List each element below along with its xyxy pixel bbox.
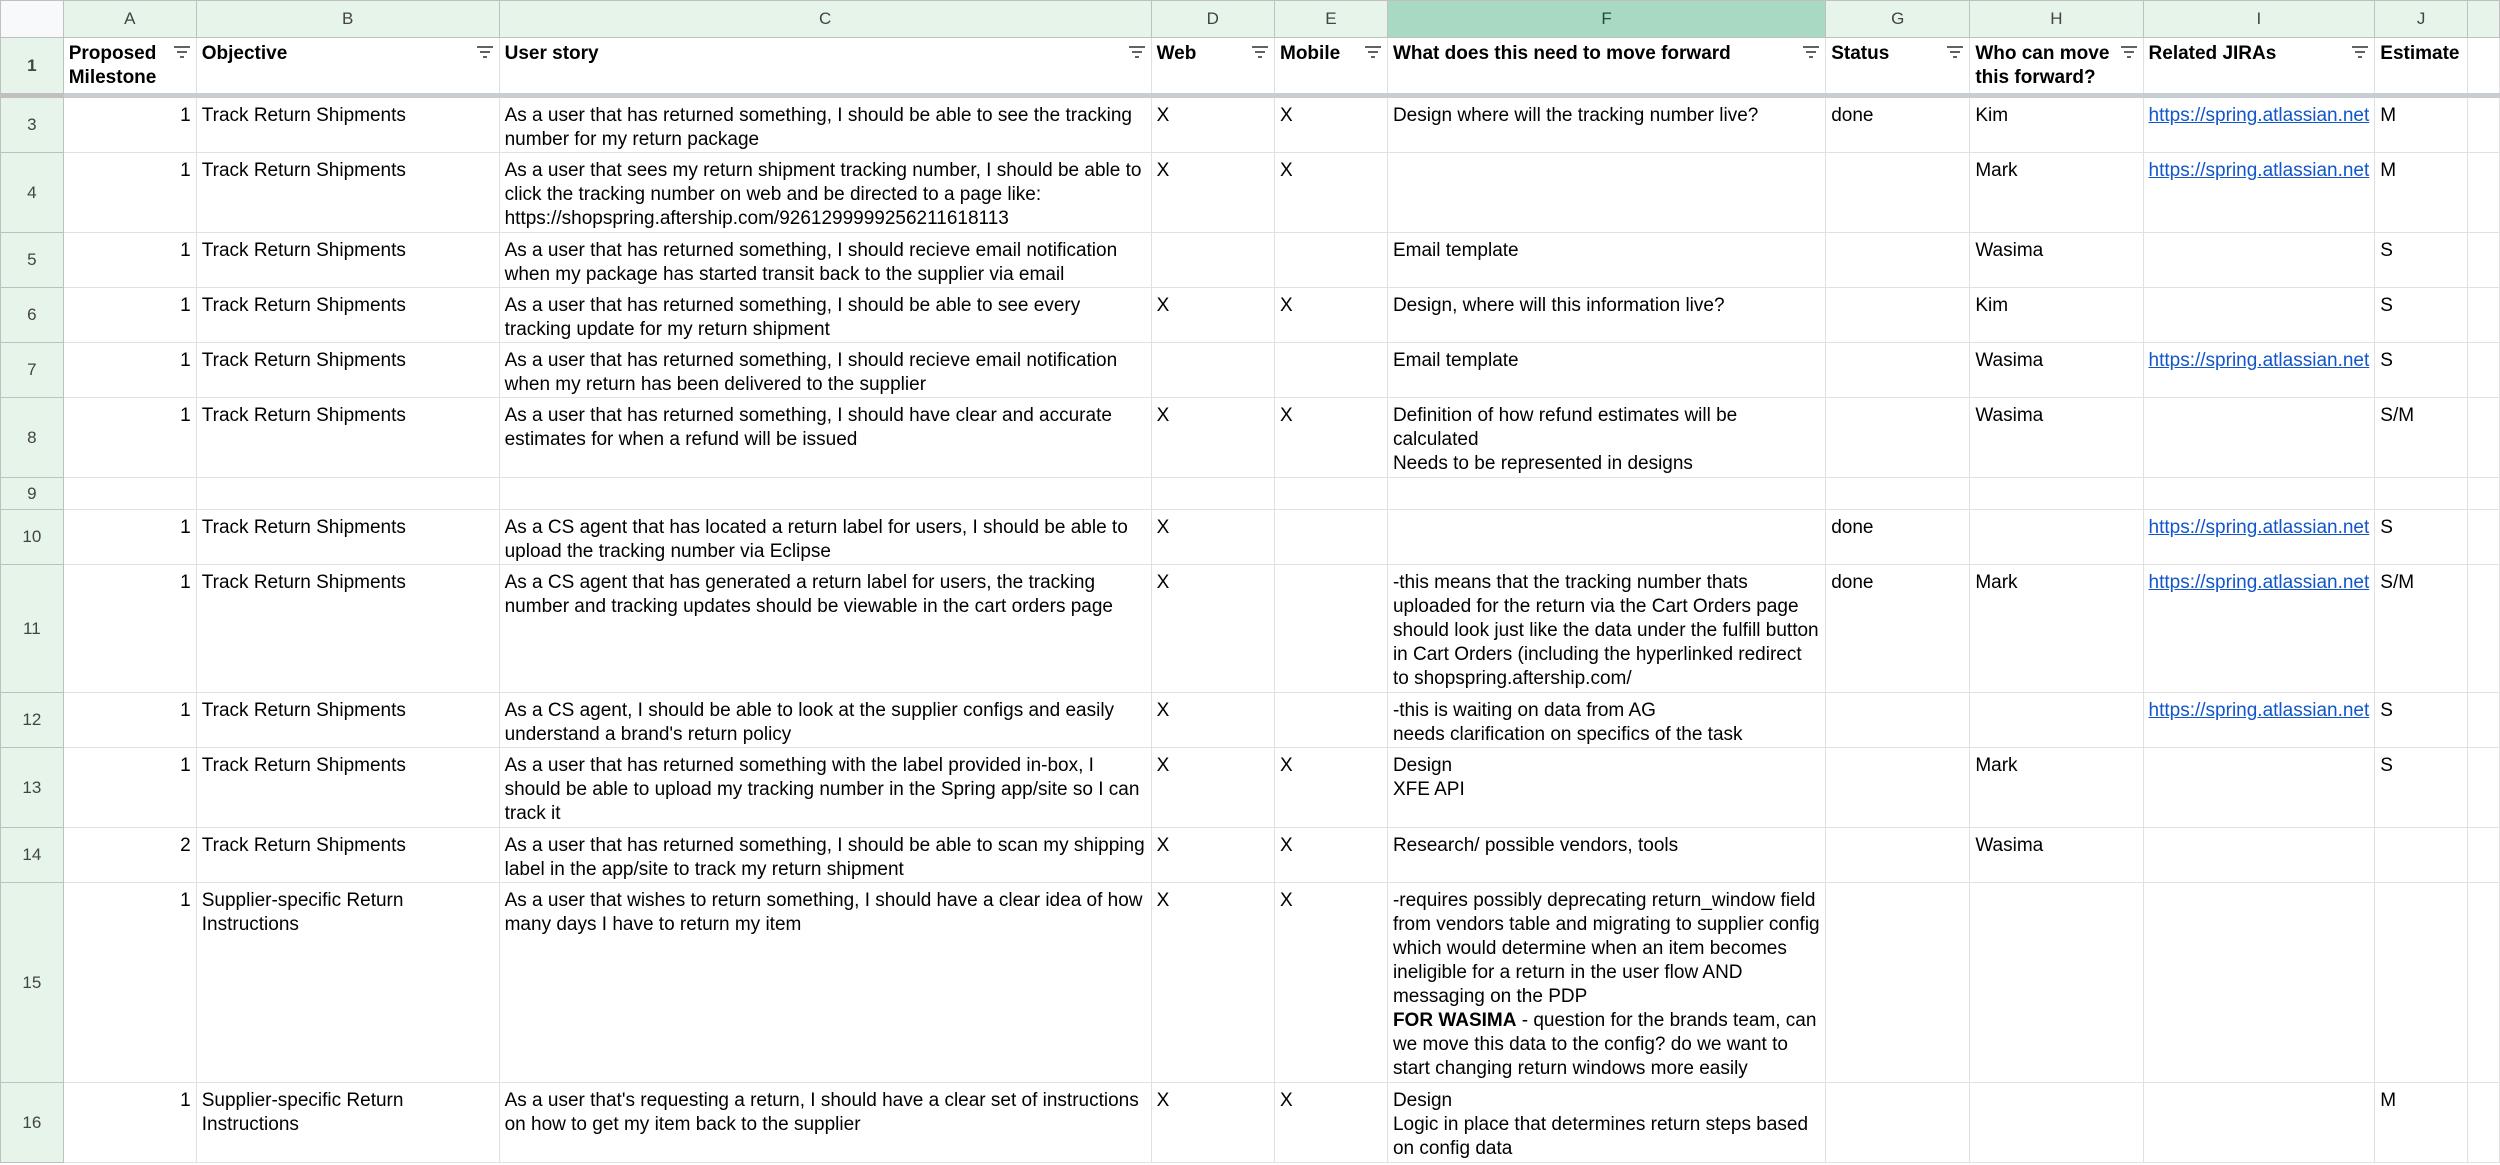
cell-mobile[interactable]: X: [1275, 153, 1388, 233]
cell-user-story[interactable]: As a user that has returned something, I should be able to scan my shipping label in the app/site to track my return shipment: [499, 828, 1151, 883]
cell-empty[interactable]: [2468, 38, 2500, 96]
forward-note: [1393, 1009, 1820, 1081]
cell-status[interactable]: [1826, 153, 1970, 233]
cell-jira[interactable]: [2143, 693, 2375, 748]
cell-empty[interactable]: [2468, 510, 2500, 565]
cell-user-story[interactable]: As a CS agent, I should be able to look at the supplier configs and easily understand a brand's return policy: [499, 693, 1151, 748]
cell-forward[interactable]: [1387, 693, 1825, 748]
cell-forward[interactable]: [1387, 153, 1825, 233]
forward-line: -this means that the tracking number thats uploaded for the return via the Cart Orders page should look just like the data under the fulfill button in Cart Orders (including the hyperlinked redirect to shopspring.aftership.com/: [1392, 572, 1819, 689]
column-header-blank[interactable]: [2468, 1, 2500, 38]
forward-line: Email template: [1392, 240, 1519, 261]
cell-jira[interactable]: [2143, 233, 2375, 288]
cell-forward[interactable]: [1387, 510, 1825, 565]
header-cell-mobile[interactable]: [1275, 38, 1388, 96]
filter-icon[interactable]: [1947, 46, 1963, 58]
table-row: [1, 828, 2500, 883]
cell-user-story[interactable]: As a user that wishes to return something, I should have a clear idea of how many days I have to return my item: [499, 883, 1151, 1083]
cell-web[interactable]: [1151, 343, 1274, 398]
cell-empty[interactable]: [2468, 233, 2500, 288]
row-header[interactable]: 15: [1, 883, 64, 1083]
cell-objective[interactable]: Track Return Shipments: [196, 153, 499, 233]
row-header[interactable]: 6: [1, 288, 64, 343]
cell-who[interactable]: Mark: [1970, 153, 2143, 233]
filter-icon[interactable]: [1803, 46, 1819, 58]
cell-web[interactable]: X: [1151, 883, 1274, 1083]
cell-who[interactable]: Mark: [1970, 748, 2143, 828]
cell-web[interactable]: X: [1151, 748, 1274, 828]
cell-milestone[interactable]: 1: [63, 153, 196, 233]
cell-who[interactable]: [1970, 478, 2143, 510]
cell-forward[interactable]: [1387, 883, 1825, 1083]
cell-web[interactable]: [1151, 233, 1274, 288]
cell-objective[interactable]: Supplier-specific Return Instructions: [196, 883, 499, 1083]
cell-jira[interactable]: [2143, 398, 2375, 478]
cell-forward[interactable]: [1387, 288, 1825, 343]
filter-icon[interactable]: [1129, 46, 1145, 58]
cell-milestone[interactable]: 1: [63, 1083, 196, 1163]
cell-milestone[interactable]: [63, 478, 196, 510]
cell-forward[interactable]: [1387, 1083, 1825, 1163]
column-header-f[interactable]: F: [1387, 1, 1825, 38]
cell-jira[interactable]: [2143, 1083, 2375, 1163]
forward-line: needs clarification on specifics of the task: [1392, 724, 1743, 745]
column-header-c[interactable]: C: [499, 1, 1151, 38]
cell-estimate[interactable]: S: [2375, 233, 2468, 288]
cell-estimate[interactable]: S/M: [2375, 398, 2468, 478]
cell-milestone[interactable]: 1: [63, 288, 196, 343]
cell-objective[interactable]: Track Return Shipments: [196, 510, 499, 565]
cell-estimate[interactable]: M: [2375, 153, 2468, 233]
cell-who[interactable]: [1970, 693, 2143, 748]
cell-forward[interactable]: [1387, 343, 1825, 398]
cell-estimate[interactable]: S/M: [2375, 565, 2468, 693]
cell-jira[interactable]: [2143, 343, 2375, 398]
cell-estimate[interactable]: S: [2375, 510, 2468, 565]
forward-line: -requires possibly deprecating return_window field from vendors table and migrating to supplier config which would determine when an item becomes ineligible for a return in the user flow AND messaging on the PDP: [1392, 890, 1820, 1007]
forward-line: Definition of how refund estimates will be calculated: [1392, 405, 1738, 450]
cell-user-story[interactable]: As a user that has returned something, I should recieve email notification when my return has been delivered to the supplier: [499, 343, 1151, 398]
header-cell-forward[interactable]: [1387, 38, 1825, 96]
cell-forward[interactable]: [1387, 478, 1825, 510]
cell-who[interactable]: [1970, 1083, 2143, 1163]
cell-web[interactable]: X: [1151, 510, 1274, 565]
forward-note-text: - question for the brands team, can we move this data to the config? do we want to start changing return windows more easily: [1392, 1010, 1817, 1079]
table-row: [1, 153, 2500, 233]
header-label: Objective: [201, 43, 288, 64]
cell-milestone[interactable]: 1: [63, 398, 196, 478]
cell-web[interactable]: X: [1151, 288, 1274, 343]
cell-forward[interactable]: [1387, 748, 1825, 828]
row-header[interactable]: 14: [1, 828, 64, 883]
cell-mobile[interactable]: [1275, 233, 1388, 288]
cell-mobile[interactable]: X: [1275, 398, 1388, 478]
cell-jira[interactable]: [2143, 565, 2375, 693]
cell-empty[interactable]: [2468, 1083, 2500, 1163]
header-cell-milestone[interactable]: [63, 38, 196, 96]
jira-link[interactable]: https://spring.atlassian.net: [2148, 350, 2370, 371]
cell-estimate[interactable]: M: [2375, 96, 2468, 153]
cell-empty[interactable]: [2468, 343, 2500, 398]
header-cell-estimate[interactable]: [2375, 38, 2468, 96]
cell-mobile[interactable]: X: [1275, 1083, 1388, 1163]
header-cell-status[interactable]: [1826, 38, 1970, 96]
filter-icon[interactable]: [1252, 46, 1268, 58]
cell-user-story[interactable]: As a user that sees my return shipment tracking number, I should be able to click the tracking number on web and be directed to a page like: https://shopspring.aftership.com/9261299999256211618113: [499, 153, 1151, 233]
column-header-g[interactable]: G: [1826, 1, 1970, 38]
cell-objective[interactable]: Track Return Shipments: [196, 693, 499, 748]
table-row: [1, 748, 2500, 828]
cell-mobile[interactable]: [1275, 478, 1388, 510]
table-row: [1, 478, 2500, 510]
cell-user-story[interactable]: As a user that has returned something, I should recieve email notification when my package has started transit back to the supplier via email: [499, 233, 1151, 288]
cell-objective[interactable]: Track Return Shipments: [196, 288, 499, 343]
table-row: [1, 693, 2500, 748]
table-row: [1, 288, 2500, 343]
column-header-j[interactable]: J: [2375, 1, 2468, 38]
cell-empty[interactable]: [2468, 748, 2500, 828]
cell-milestone[interactable]: 1: [63, 565, 196, 693]
cell-status[interactable]: [1826, 398, 1970, 478]
filter-icon[interactable]: [477, 46, 493, 58]
jira-link[interactable]: https://spring.atlassian.net: [2148, 572, 2370, 593]
cell-status[interactable]: [1826, 883, 1970, 1083]
cell-empty[interactable]: [2468, 693, 2500, 748]
cell-mobile[interactable]: X: [1275, 96, 1388, 153]
jira-link[interactable]: https://spring.atlassian.net: [2148, 105, 2370, 126]
cell-user-story[interactable]: As a user that's requesting a return, I should have a clear set of instructions on how to get my item back to the supplier: [499, 1083, 1151, 1163]
cell-empty[interactable]: [2468, 398, 2500, 478]
cell-user-story[interactable]: As a user that has returned something, I should be able to see every tracking update for my return shipment: [499, 288, 1151, 343]
cell-who[interactable]: [1970, 883, 2143, 1083]
cell-web[interactable]: X: [1151, 96, 1274, 153]
cell-status[interactable]: [1826, 1083, 1970, 1163]
cell-empty[interactable]: [2468, 96, 2500, 153]
cell-user-story[interactable]: As a user that has returned something, I should have clear and accurate estimates for when a refund will be issued: [499, 398, 1151, 478]
cell-objective[interactable]: Track Return Shipments: [196, 233, 499, 288]
cell-empty[interactable]: [2468, 565, 2500, 693]
cell-who[interactable]: Kim: [1970, 288, 2143, 343]
cell-empty[interactable]: [2468, 153, 2500, 233]
cell-forward[interactable]: [1387, 828, 1825, 883]
forward-line: Design: [1392, 755, 1453, 776]
header-label: Related JIRAs: [2148, 43, 2277, 64]
row-header[interactable]: 3: [1, 96, 64, 153]
cell-web[interactable]: [1151, 478, 1274, 510]
cell-objective[interactable]: Track Return Shipments: [196, 343, 499, 398]
row-header[interactable]: 9: [1, 478, 64, 510]
forward-line: Design: [1392, 1090, 1453, 1111]
cell-user-story[interactable]: As a CS agent that has located a return label for users, I should be able to upload the tracking number via Eclipse: [499, 510, 1151, 565]
cell-estimate[interactable]: [2375, 883, 2468, 1083]
cell-who[interactable]: Kim: [1970, 96, 2143, 153]
cell-milestone[interactable]: 1: [63, 233, 196, 288]
cell-milestone[interactable]: 1: [63, 748, 196, 828]
header-cell-who[interactable]: [1970, 38, 2143, 96]
header-label: User story: [504, 43, 599, 64]
forward-line: XFE API: [1392, 779, 1465, 800]
cell-empty[interactable]: [2468, 883, 2500, 1083]
cell-estimate[interactable]: M: [2375, 1083, 2468, 1163]
table-row: [1, 96, 2500, 153]
cell-who[interactable]: Mark: [1970, 565, 2143, 693]
cell-forward[interactable]: [1387, 398, 1825, 478]
jira-link[interactable]: https://spring.atlassian.net: [2148, 160, 2370, 181]
cell-status[interactable]: [1826, 748, 1970, 828]
cell-empty[interactable]: [2468, 288, 2500, 343]
cell-estimate[interactable]: S: [2375, 748, 2468, 828]
cell-status[interactable]: done: [1826, 96, 1970, 153]
cell-status[interactable]: [1826, 233, 1970, 288]
jira-link[interactable]: https://spring.atlassian.net: [2148, 517, 2370, 538]
cell-status[interactable]: done: [1826, 565, 1970, 693]
row-header[interactable]: 13: [1, 748, 64, 828]
row-header[interactable]: 7: [1, 343, 64, 398]
cell-who[interactable]: Wasima: [1970, 828, 2143, 883]
header-label: Status: [1831, 43, 1890, 64]
row-header[interactable]: 11: [1, 565, 64, 693]
cell-objective[interactable]: Track Return Shipments: [196, 748, 499, 828]
cell-empty[interactable]: [2468, 478, 2500, 510]
select-all-corner[interactable]: [1, 1, 64, 38]
cell-mobile[interactable]: [1275, 343, 1388, 398]
header-label: Who can move this forward?: [1975, 43, 2110, 88]
cell-who[interactable]: Wasima: [1970, 398, 2143, 478]
cell-objective[interactable]: Track Return Shipments: [196, 828, 499, 883]
forward-line: Design, where will this information live?: [1392, 295, 1725, 316]
cell-mobile[interactable]: X: [1275, 828, 1388, 883]
jira-link[interactable]: https://spring.atlassian.net: [2148, 700, 2370, 721]
cell-user-story[interactable]: As a user that has returned something, I should be able to see the tracking number for my return package: [499, 96, 1151, 153]
cell-milestone[interactable]: 1: [63, 510, 196, 565]
cell-status[interactable]: [1826, 288, 1970, 343]
cell-web[interactable]: X: [1151, 1083, 1274, 1163]
cell-user-story[interactable]: As a user that has returned something with the label provided in-box, I should be able to upload my tracking number in the Spring app/site so I can track it: [499, 748, 1151, 828]
cell-jira[interactable]: [2143, 748, 2375, 828]
header-label: Web: [1156, 43, 1197, 64]
forward-note-bold: FOR WASIMA: [1392, 1010, 1517, 1031]
cell-objective[interactable]: Track Return Shipments: [196, 96, 499, 153]
cell-web[interactable]: X: [1151, 693, 1274, 748]
table-row: [1, 343, 2500, 398]
cell-user-story[interactable]: [499, 478, 1151, 510]
column-header-h[interactable]: H: [1970, 1, 2143, 38]
header-cell-user-story[interactable]: [499, 38, 1151, 96]
filter-icon[interactable]: [2352, 46, 2368, 58]
cell-estimate[interactable]: S: [2375, 288, 2468, 343]
forward-line: Email template: [1392, 350, 1519, 371]
cell-estimate[interactable]: [2375, 828, 2468, 883]
cell-mobile[interactable]: X: [1275, 883, 1388, 1083]
cell-estimate[interactable]: S: [2375, 343, 2468, 398]
cell-forward[interactable]: [1387, 233, 1825, 288]
cell-user-story[interactable]: As a CS agent that has generated a return label for users, the tracking number and tracking updates should be viewable in the cart orders page: [499, 565, 1151, 693]
cell-status[interactable]: [1826, 478, 1970, 510]
cell-mobile[interactable]: [1275, 510, 1388, 565]
row-header[interactable]: 16: [1, 1083, 64, 1163]
column-header-a[interactable]: A: [63, 1, 196, 38]
cell-milestone[interactable]: 1: [63, 883, 196, 1083]
table-row: [1, 233, 2500, 288]
cell-milestone[interactable]: 2: [63, 828, 196, 883]
cell-mobile[interactable]: [1275, 565, 1388, 693]
cell-mobile[interactable]: X: [1275, 288, 1388, 343]
cell-milestone[interactable]: 1: [63, 693, 196, 748]
cell-who[interactable]: Wasima: [1970, 343, 2143, 398]
forward-line: Research/ possible vendors, tools: [1392, 835, 1679, 856]
filter-icon[interactable]: [1365, 46, 1381, 58]
cell-jira[interactable]: [2143, 478, 2375, 510]
table-row: [1, 565, 2500, 693]
cell-estimate[interactable]: [2375, 478, 2468, 510]
cell-forward[interactable]: [1387, 565, 1825, 693]
cell-who[interactable]: [1970, 510, 2143, 565]
cell-milestone[interactable]: 1: [63, 96, 196, 153]
filter-icon[interactable]: [174, 46, 190, 58]
cell-estimate[interactable]: S: [2375, 693, 2468, 748]
cell-objective[interactable]: Supplier-specific Return Instructions: [196, 1083, 499, 1163]
row-header[interactable]: 8: [1, 398, 64, 478]
row-header[interactable]: 10: [1, 510, 64, 565]
table-row: [1, 1083, 2500, 1163]
row-header[interactable]: 5: [1, 233, 64, 288]
header-label: Proposed Milestone: [68, 43, 157, 88]
filter-icon[interactable]: [2121, 46, 2137, 58]
header-label: What does this need to move forward: [1392, 43, 1731, 64]
header-label: Mobile: [1280, 43, 1341, 64]
column-header-d[interactable]: D: [1151, 1, 1274, 38]
header-cell-objective[interactable]: [196, 38, 499, 96]
cell-jira[interactable]: [2143, 510, 2375, 565]
header-cell-web[interactable]: [1151, 38, 1274, 96]
forward-line: Logic in place that determines return steps based on config data: [1392, 1114, 1809, 1159]
cell-status[interactable]: [1826, 693, 1970, 748]
cell-web[interactable]: X: [1151, 828, 1274, 883]
cell-jira[interactable]: [2143, 883, 2375, 1083]
forward-line: Design where will the tracking number live?: [1392, 105, 1759, 126]
cell-web[interactable]: X: [1151, 565, 1274, 693]
table-row: [1, 398, 2500, 478]
cell-status[interactable]: done: [1826, 510, 1970, 565]
cell-mobile[interactable]: X: [1275, 748, 1388, 828]
cell-milestone[interactable]: 1: [63, 343, 196, 398]
table-row: [1, 510, 2500, 565]
header-cell-jiras[interactable]: [2143, 38, 2375, 96]
cell-jira[interactable]: [2143, 153, 2375, 233]
cell-mobile[interactable]: [1275, 693, 1388, 748]
row-header[interactable]: 1: [1, 38, 64, 96]
cell-jira[interactable]: [2143, 96, 2375, 153]
cell-forward[interactable]: [1387, 96, 1825, 153]
cell-web[interactable]: X: [1151, 153, 1274, 233]
row-header[interactable]: 12: [1, 693, 64, 748]
cell-jira[interactable]: [2143, 828, 2375, 883]
table-row: [1, 883, 2500, 1083]
cell-status[interactable]: [1826, 828, 1970, 883]
forward-line: -this is waiting on data from AG: [1392, 700, 1656, 721]
column-header-b[interactable]: B: [196, 1, 499, 38]
cell-web[interactable]: X: [1151, 398, 1274, 478]
column-header-i[interactable]: I: [2143, 1, 2375, 38]
cell-who[interactable]: Wasima: [1970, 233, 2143, 288]
cell-objective[interactable]: Track Return Shipments: [196, 565, 499, 693]
cell-objective[interactable]: [196, 478, 499, 510]
row-header[interactable]: 4: [1, 153, 64, 233]
cell-status[interactable]: [1826, 343, 1970, 398]
forward-line: Needs to be represented in designs: [1392, 453, 1693, 474]
cell-jira[interactable]: [2143, 288, 2375, 343]
cell-empty[interactable]: [2468, 828, 2500, 883]
header-label: Estimate: [2380, 43, 2460, 64]
column-header-e[interactable]: E: [1275, 1, 1388, 38]
cell-objective[interactable]: Track Return Shipments: [196, 398, 499, 478]
